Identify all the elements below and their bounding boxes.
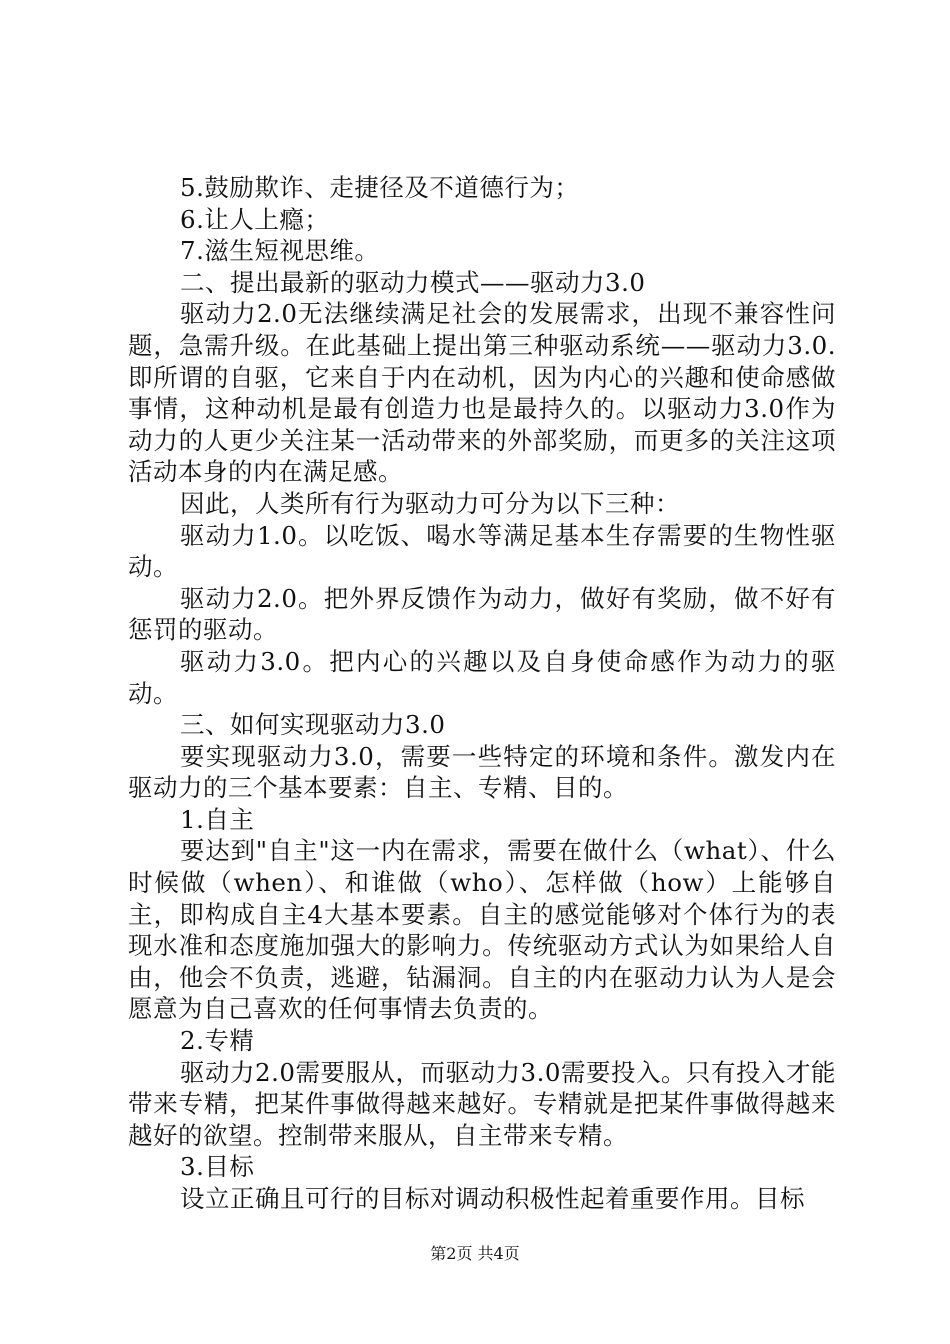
paragraph-goal: 设立正确且可行的目标对调动积极性起着重要作用。目标 — [180, 1184, 805, 1213]
paragraph-autonomy: 要达到"自主"这一内在需求，需要在做什么（what）、什么时候做（when）、和谁做（who）、怎样做（how）上能够自主，即构成自主4大基本要素。自主的感觉能够对个体行为的表现水准和态度施加强大的影响力。传统驱动方式认为如果给人自由，他会不负责，逃避，钻漏洞。自主的内在驱动力认为人是会愿意为自己喜欢的任何事情去负责的。 — [128, 836, 836, 1024]
paragraph-drive-1: 驱动力1.0。以吃饭、喝水等满足基本生存需要的生物性驱动。 — [128, 520, 836, 582]
list-item-6: 6.让人上瘾； — [180, 204, 330, 234]
subheading-autonomy: 1.自主 — [180, 804, 255, 834]
document-body — [128, 172, 836, 1215]
paragraph-how-to: 要实现驱动力3.0，需要一些特定的环境和条件。激发内在驱动力的三个基本要素：自主、专精、目的。 — [128, 741, 836, 803]
page-footer: 第2页 共4页 — [430, 1244, 520, 1263]
paragraph-mastery: 驱动力2.0需要服从，而驱动力3.0需要投入。只有投入才能带来专精，把某件事做得越来越好。专精就是把某件事做得越来越好的欲望。控制带来服从，自主带来专精。 — [128, 1057, 836, 1150]
paragraph-drive-3: 驱动力3.0。把内心的兴趣以及自身使命感作为动力的驱动。 — [128, 646, 836, 708]
paragraph-three-drives: 因此，人类所有行为驱动力可分为以下三种： — [180, 488, 680, 518]
section-heading-3: 三、如何实现驱动力3.0 — [180, 710, 446, 740]
list-item-7: 7.滋生短视思维。 — [180, 236, 380, 266]
list-item-5: 5.鼓励欺诈、走捷径及不道德行为； — [180, 173, 580, 202]
subheading-goal: 3.目标 — [180, 1152, 255, 1182]
paragraph-drive-3-intro: 驱动力2.0无法继续满足社会的发展需求，出现不兼容性问题，急需升级。在此基础上提出第三种驱动系统——驱动力3.0.即所谓的自驱，它来自于内在动机，因为内心的兴趣和使命感做事情，这种动机是最有创造力也是最持久的。以驱动力3.0作为动力的人更少关注某一活动带来的外部奖励，而更多的关注这项活动本身的内在满足感。 — [128, 299, 836, 487]
subheading-mastery: 2.专精 — [180, 1026, 255, 1056]
section-heading-2: 二、提出最新的驱动力模式——驱动力3.0 — [180, 267, 646, 297]
paragraph-drive-2: 驱动力2.0。把外界反馈作为动力，做好有奖励，做不好有惩罚的驱动。 — [128, 583, 836, 645]
